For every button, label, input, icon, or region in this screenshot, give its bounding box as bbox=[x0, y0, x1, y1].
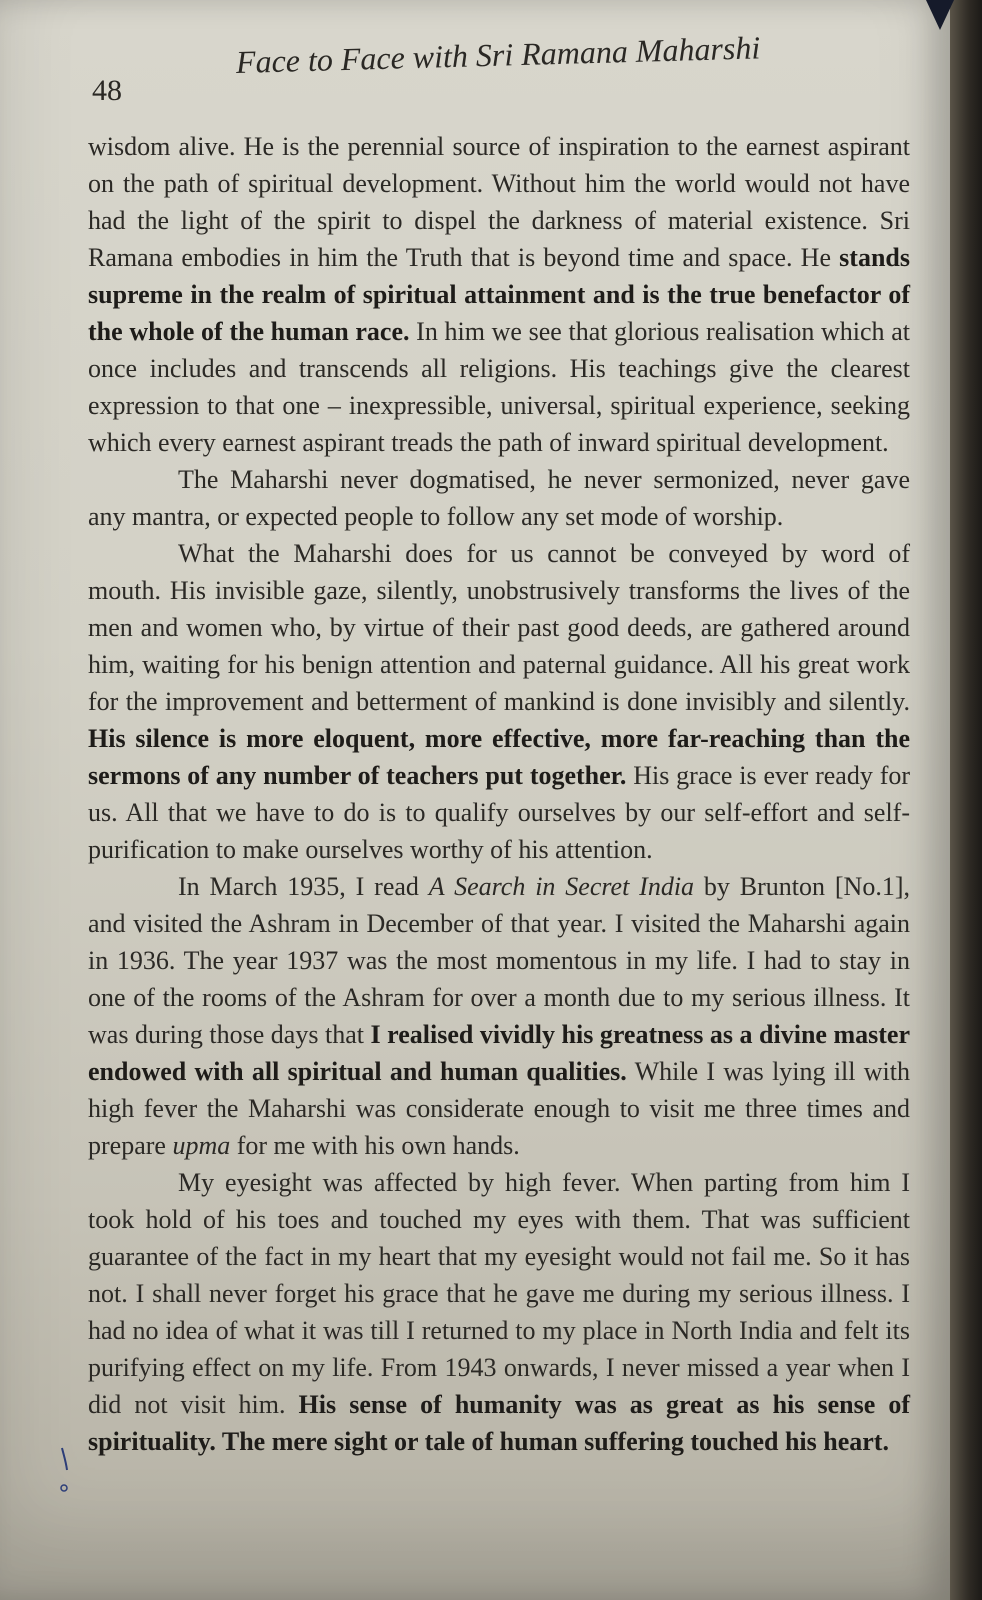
text-segment: My eyesight was affected by high fever. When parting from him I took hold of his toes and touched my eyes with them. That was sufficient guarantee of the fact in my heart that my eyesight would not fail me. So it has not. I shall never forget his grace that he gave me during my serious illness. I had no idea of what it was till I returned to my place in North India and felt its purifying effect on my life. From 1943 onwards, I never missed a year when I did not visit him. bbox=[88, 1168, 910, 1419]
italic-title: A Search in Secret India bbox=[428, 872, 695, 901]
running-head: Face to Face with Sri Ramana Maharshi bbox=[235, 29, 761, 80]
paragraph bbox=[88, 868, 910, 1164]
text-segment: What the Maharshi does for us cannot be conveyed by word of mouth. His invisible gaze, silently, unobstrusively transforms the lives of the men and women who, by virtue of their past good deeds, are gathered around him, waiting for his benign attention and paternal guidance. All his great work for the improvement and betterment of mankind is done invisibly and silently. bbox=[88, 539, 910, 716]
page-edge bbox=[950, 0, 982, 1600]
text-segment: by Brunton [No.1], and visited the Ashram in December of that year. I visited the Maharshi again in 1936. The year 1937 was the most momentous in my life. I had to stay in one of the rooms of the Ashram for over a month due to my serious illness. It was during those days that bbox=[88, 872, 910, 1049]
paragraph bbox=[88, 1164, 910, 1460]
text-segment: The Maharshi never dogmatised, he never sermonized, never gave any mantra, or expected people to follow any set mode of worship. bbox=[88, 465, 910, 531]
bold-text-segment: His sense of humanity was as great as his sense of spirituality. The mere sight or tale of human suffering touched his heart. bbox=[88, 1390, 910, 1456]
paragraph bbox=[88, 461, 910, 535]
bold-text-segment: stands supreme in the realm of spiritual attainment and is the true benefactor of the whole of the human race. bbox=[88, 243, 910, 346]
body-text bbox=[88, 128, 910, 1460]
text-segment: for me with his own hands. bbox=[230, 1131, 520, 1160]
bold-text-segment: I realised vividly his greatness as a divine master endowed with all spiritual and human qualities. bbox=[88, 1020, 911, 1086]
bold-text-segment: His silence is more eloquent, more effective, more far-reaching than the sermons of any number of teachers put together. bbox=[88, 724, 910, 790]
ink-margin-mark bbox=[58, 1446, 72, 1502]
page-number: 48 bbox=[92, 74, 122, 107]
text-segment: His grace is ever ready for us. All that we have to do is to qualify ourselves by our self-effort and self-purification to make ourselves worthy of his attention. bbox=[88, 761, 911, 864]
paragraph bbox=[88, 128, 910, 461]
pen-mark-icon bbox=[58, 1446, 72, 1496]
paragraph bbox=[88, 535, 910, 868]
text-segment: In March 1935, I read bbox=[178, 872, 429, 901]
italic-word: upma bbox=[172, 1131, 231, 1160]
text-segment: While I was lying ill with high fever the Maharshi was considerate enough to visit me three times and prepare bbox=[88, 1057, 910, 1160]
text-segment: wisdom alive. He is the perennial source of inspiration to the earnest aspirant on the path of spiritual development. Without him the world would not have had the light of the spirit to dispel the darkness of material existence. Sri Ramana embodies in him the Truth that is beyond time and space. He bbox=[88, 132, 910, 272]
bookmark-ribbon bbox=[926, 0, 954, 30]
text-segment: In him we see that glorious realisation which at once includes and transcends all religions. His teachings give the clearest expression to that one – inexpressible, universal, spiritual experience, seeking which every earnest aspirant treads the path of inward spiritual development. bbox=[88, 317, 910, 457]
